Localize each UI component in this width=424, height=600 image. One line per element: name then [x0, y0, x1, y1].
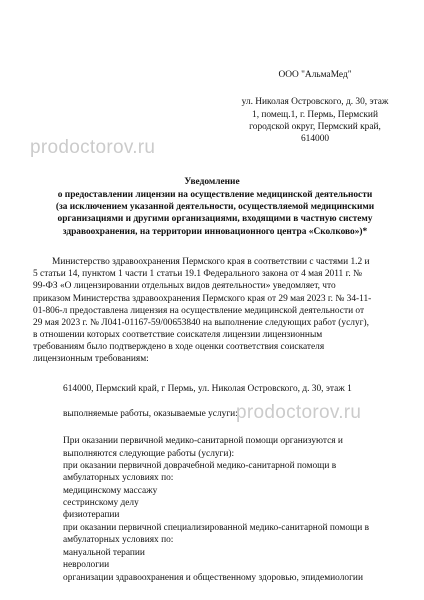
service-line: сестринскому делу [63, 498, 139, 508]
recipient-address-line: 614000 [300, 134, 330, 144]
service-line: амбулаторных условиях по: [63, 535, 174, 545]
body-line: приказом Министерства здравоохранения Пермского края от 29 мая 2023 г. № 34-11- [33, 294, 372, 304]
body-line: в отношении которых соответствие соискателя лицензии лицензионным [33, 330, 323, 340]
service-line: неврологии [63, 560, 110, 570]
body-line: лицензионным требованиям: [33, 354, 149, 364]
body-line: 99-ФЗ «О лицензировании отдельных видов деятельности» уведомляет, что [33, 281, 336, 291]
subject-line: о предоставлении лицензии на осуществление медицинской деятельности [57, 190, 373, 200]
body-line: Министерство здравоохранения Пермского края в соответствии с частями 1.2 и [52, 257, 370, 267]
watermark: prodoctorov.ru [30, 137, 156, 158]
service-line: При оказании первичной медико-санитарной помощи организуются и [63, 436, 343, 446]
service-line: при оказании первичной специализированной медико-санитарной помощи в [63, 523, 370, 533]
subject-line: (за исключением указанной деятельности, осуществляемой медицинскими [55, 202, 375, 212]
subject-line: здравоохранения, на территории инновационного центра «Сколково»)* [62, 227, 368, 237]
body-line: 5 статьи 14, пунктом 1 части 1 статьи 19.1 Федерального закона от 4 мая 2011 г. № [33, 269, 363, 279]
activity-address: 614000, Пермский край, г Пермь, ул. Николая Островского, д. 30, этаж 1 [63, 384, 352, 394]
service-line: организации здравоохранения и общественному здоровью, эпидемиологии [63, 573, 363, 583]
service-line: амбулаторных условиях по: [63, 473, 174, 483]
service-line: медицинскому массажу [63, 486, 158, 496]
watermark: prodoctorov.ru [236, 402, 362, 423]
service-line: физиотерапии [63, 510, 120, 520]
subject-line: организациями и другими организациями, входящими в частную систему [57, 214, 373, 224]
service-line: при оказании первичной доврачебной медико-санитарной помощи в [63, 461, 337, 471]
body-line: требованиям было подтверждено в ходе оценки соответствия соискателя [33, 342, 325, 352]
document-title: Уведомление [184, 177, 240, 187]
service-line: выполняются следующие работы (услуги): [63, 449, 235, 459]
recipient-address-line: ул. Николая Островского, д. 30, этаж [241, 97, 389, 107]
service-line: мануальной терапии [63, 548, 145, 558]
recipient-address-line: городской округ, Пермский край, [249, 122, 381, 132]
body-line: 29 мая 2023 г. № Л041-01167-59/00653840 на выполнение следующих работ (услуг), [33, 318, 369, 328]
recipient-address-line: 1, помещ.1, г. Пермь, Пермский [252, 110, 378, 120]
recipient-org: ООО "АльмаМед" [278, 70, 352, 80]
works-heading: выполняемые работы, оказываемые услуги: [63, 409, 238, 419]
body-line: 01-806-л предоставлена лицензия на осуществление медицинской деятельности от [33, 306, 365, 316]
